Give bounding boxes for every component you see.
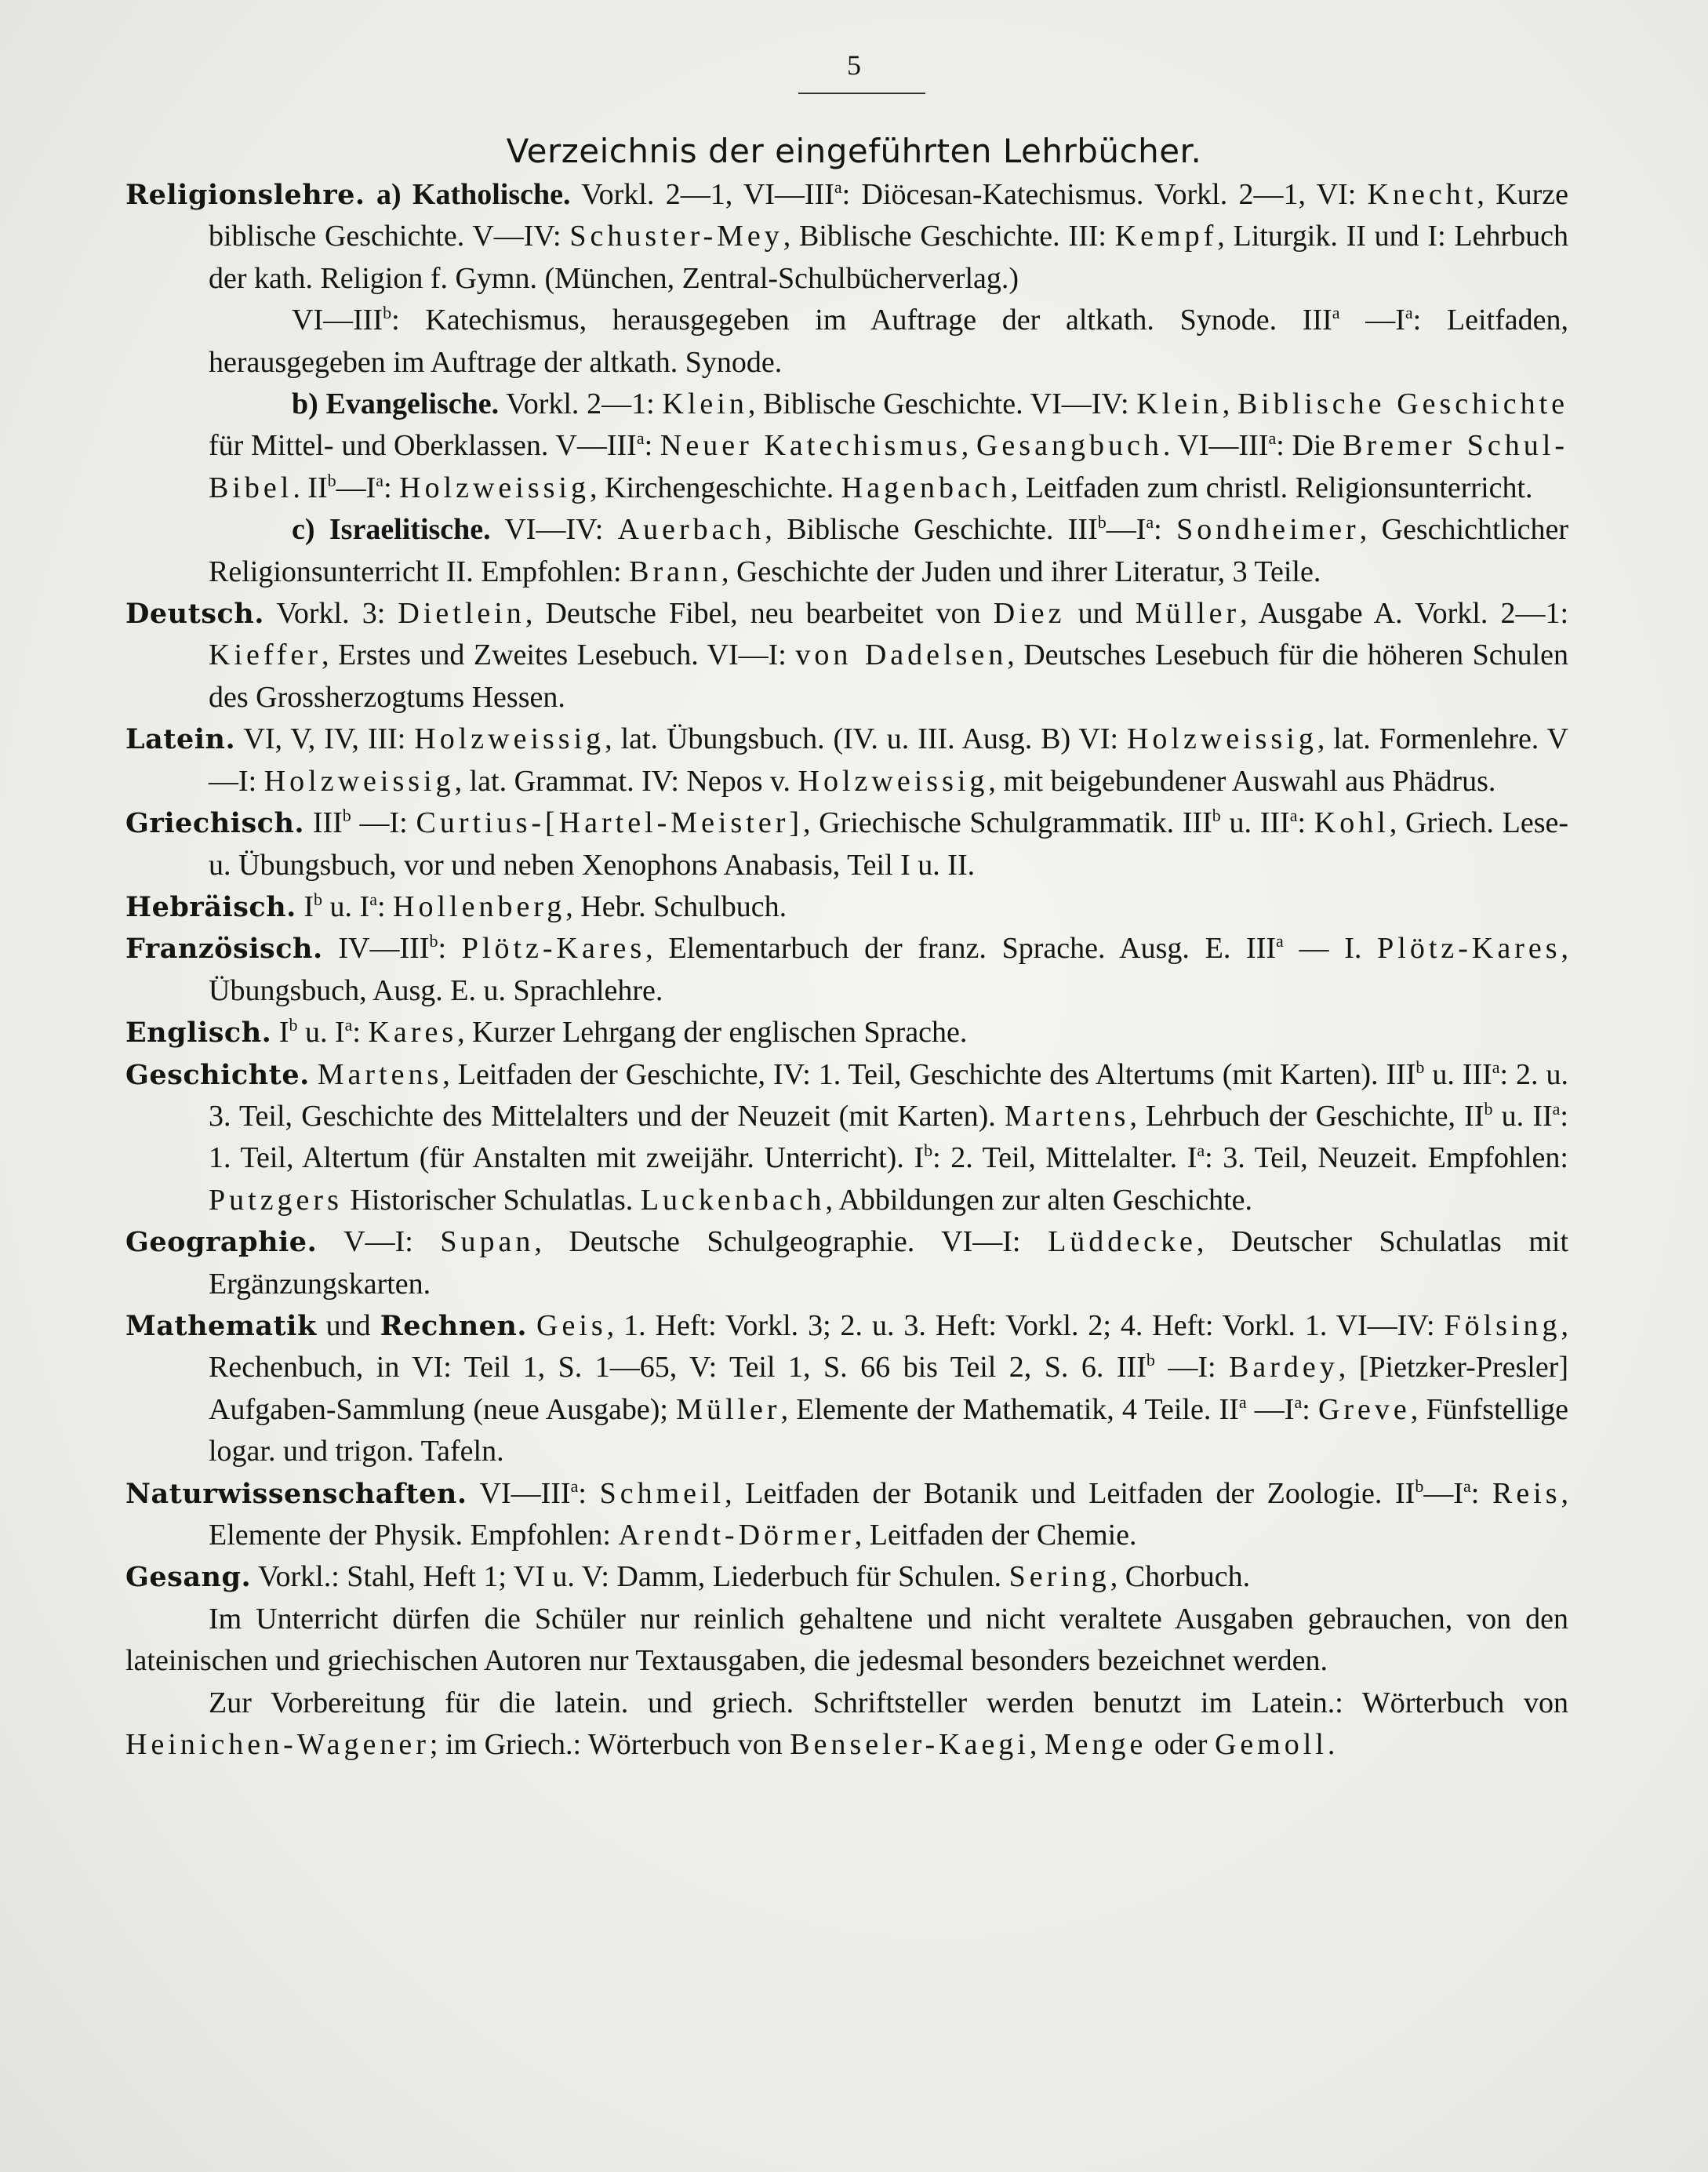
heading-naturwissenschaften: Naturwissenschaften. xyxy=(125,1477,467,1510)
text-run: . II xyxy=(293,471,328,504)
text-run: a xyxy=(376,470,384,490)
text-run: a xyxy=(1238,1392,1247,1412)
text-run: , Griech. Lese- u. Übungsbuch, vor und neben Xenophons Anabasis, Teil I u. II. xyxy=(209,806,1569,882)
text-run: , [Pietzker-Presler] Aufgaben-Sammlung (neue Ausgabe); xyxy=(209,1351,1568,1426)
text-run: , Deutsche Schulgeographie. VI—I: xyxy=(534,1225,1048,1259)
entry-geschichte xyxy=(125,1054,1568,1222)
text-run: Kares xyxy=(368,1016,458,1050)
text-run: : Leitfaden, herausgegeben im Auftrage der altkath. Synode. xyxy=(209,304,1568,379)
text-run: a xyxy=(1294,1392,1303,1412)
text-run: : 2. u. 3. Teil, Geschichte des Mittelalters und der Neuzeit (mit Karten). xyxy=(209,1057,1568,1133)
text-run: Martens xyxy=(1004,1099,1130,1133)
page-title: Verzeichnis der eingeführten Lehrbücher. xyxy=(506,132,1202,170)
text-run: a) Katholische. xyxy=(376,178,571,211)
text-run: b xyxy=(1484,1098,1493,1119)
entry-religion-altkath xyxy=(125,300,1568,384)
text-run: a xyxy=(1405,303,1413,323)
heading-mathematik: Mathematik xyxy=(125,1309,317,1342)
text-run: Kieffer xyxy=(209,639,322,672)
document-body xyxy=(125,174,1568,1766)
text-run: Vorkl. 2—1: xyxy=(499,387,663,421)
text-run: , Kurzer Lehrgang der englischen Sprache. xyxy=(457,1016,968,1050)
text-run: , Lehrbuch der Geschichte, II xyxy=(1129,1099,1485,1133)
text-run: Reis xyxy=(1492,1476,1561,1510)
entry-latein xyxy=(125,719,1568,802)
entry-religion-evangelisch xyxy=(125,384,1568,509)
text-run: b xyxy=(1097,512,1107,533)
text-run: , Geschichtlicher Religionsunterricht II. Empfohlen: xyxy=(209,513,1569,588)
entry-religion-israelitisch xyxy=(125,509,1568,593)
text-run: : 3. Teil, Neuzeit. Empfohlen: xyxy=(1205,1141,1568,1175)
text-run: Zur Vorbereitung für die latein. und griech. Schriftsteller werden benutzt im Latein.: Wörterbuch von xyxy=(209,1686,1568,1719)
text-run: VI—III xyxy=(292,304,383,337)
text-run xyxy=(310,1058,318,1091)
text-run: , Leitfaden der Botanik und Leitfaden der Zoologie. II xyxy=(725,1476,1415,1510)
text-run: : xyxy=(1302,1392,1318,1426)
text-run: , Elemente der Physik. Empfohlen: xyxy=(209,1476,1569,1552)
text-run: Fölsing xyxy=(1444,1308,1561,1342)
text-run: b xyxy=(1415,1057,1425,1077)
text-run: , Biblische Geschichte. III xyxy=(765,513,1098,547)
text-run: V—I: xyxy=(317,1225,441,1259)
text-run: und xyxy=(1065,597,1136,631)
text-run: : xyxy=(1297,806,1314,840)
text-run: Dietlein xyxy=(398,597,525,631)
entry-hebraeisch xyxy=(125,886,1568,928)
text-run: oder xyxy=(1147,1728,1215,1762)
heading-englisch: Englisch. xyxy=(125,1017,272,1050)
text-run: c) Israelitische. xyxy=(292,513,491,547)
text-run: Curtius-[Hartel-Meister] xyxy=(416,806,804,840)
text-run: von Dadelsen xyxy=(795,639,1008,672)
text-run: für Mittel- und Oberklassen. V—III xyxy=(209,429,637,463)
text-run: , Elementarbuch der franz. Sprache. Ausg. E. III xyxy=(645,932,1277,966)
text-run: b) Evangelische. xyxy=(292,387,500,421)
text-run: , Liturgik. II und I: Lehrbuch der kath. Religion f. Gymn. (München, Zentral-Schulbücherverlag.) xyxy=(209,220,1568,295)
text-run: Martens xyxy=(317,1057,443,1091)
text-run: b xyxy=(924,1141,933,1161)
text-run: : Katechismus, herausgegeben im Auftrage der altkath. Synode. III xyxy=(391,304,1332,337)
text-run: , 1. Heft: Vorkl. 3; 2. u. 3. Heft: Vorkl. 2; 4. Heft: Vorkl. 1. VI—IV: xyxy=(606,1308,1445,1342)
heading-rechnen: Rechnen. xyxy=(380,1309,528,1342)
text-run: a xyxy=(369,889,377,909)
text-run: b xyxy=(327,470,336,490)
text-run: I xyxy=(296,890,314,923)
page-number-rule xyxy=(798,93,925,94)
text-run: Bremer Schul-Bibel xyxy=(209,429,1568,504)
heading-gesang: Gesang. xyxy=(125,1561,252,1594)
text-run: Neuer Katechismus xyxy=(660,429,961,463)
text-run: , Übungsbuch, Ausg. E. u. Sprachlehre. xyxy=(209,932,1569,1007)
entry-englisch xyxy=(125,1012,1568,1053)
text-run: Greve xyxy=(1317,1392,1411,1426)
text-run: Luckenbach xyxy=(640,1183,826,1217)
text-run: , mit beigebundener Auswahl aus Phädrus. xyxy=(988,764,1496,798)
note-paragraph-1: Im Unterricht dürfen die Schüler nur reinlich gehaltene und nicht veraltete Ausgaben gebrauchen, von den lateinischen und griechischen Autoren nur Textausgaben, die jedesmal besonders bezeichnet werden. xyxy=(125,1602,1568,1678)
text-run: : 1. Teil, Altertum (für Anstalten mit zweijähr. Unterricht). I xyxy=(209,1099,1568,1175)
text-run: , xyxy=(1029,1728,1045,1762)
text-run: , Fünfstellige logar. und trigon. Tafeln. xyxy=(209,1392,1569,1468)
text-run: III xyxy=(304,806,343,840)
text-run: a xyxy=(1552,1098,1561,1119)
text-run: , Chorbuch. xyxy=(1110,1560,1251,1594)
text-run: —I xyxy=(1339,304,1405,337)
text-run: , lat. Übungsbuch. (IV. u. III. Ausg. B) VI: xyxy=(605,722,1127,756)
text-run: Gemoll xyxy=(1214,1728,1328,1762)
text-run: —I xyxy=(1246,1392,1295,1426)
text-run: , Rechenbuch, in VI: Teil 1, S. 1—65, V: Teil 1, S. 66 bis Teil 2, S. 6. III xyxy=(209,1308,1568,1384)
text-run: a xyxy=(1289,806,1298,826)
text-run: b xyxy=(1212,806,1221,826)
text-run: Heinichen-Wagener xyxy=(125,1728,430,1762)
text-run: , Deutsches Lesebuch für die höheren Schulen des Grossherzogtums Hessen. xyxy=(209,639,1568,714)
text-run: Plötz-Kares xyxy=(1377,932,1561,966)
entry-griechisch xyxy=(125,802,1568,886)
text-run: a xyxy=(1463,1475,1471,1496)
text-run: , Leitfaden der Chemie. xyxy=(854,1519,1137,1552)
text-run: : Die xyxy=(1276,429,1343,463)
text-run: und xyxy=(316,1308,380,1342)
text-run: VI—III xyxy=(467,1476,571,1510)
text-run: , Abbildungen zur alten Geschichte. xyxy=(825,1183,1253,1217)
text-run: a xyxy=(1492,1057,1500,1077)
text-run: Geis xyxy=(536,1308,607,1342)
text-run: : xyxy=(1154,513,1177,547)
text-run: , Biblische Geschichte. VI—IV: xyxy=(747,387,1137,421)
text-run: Arendt-Dörmer xyxy=(618,1519,855,1552)
text-run: a xyxy=(1268,428,1277,449)
text-run: u. III xyxy=(1220,806,1290,840)
entry-deutsch xyxy=(125,593,1568,719)
text-run: Schuster-Mey xyxy=(569,220,783,253)
text-run: u. I xyxy=(297,1016,345,1050)
text-run: . VI—III xyxy=(1162,429,1269,463)
text-run: Holzweissig xyxy=(399,471,590,504)
text-run: , Erstes und Zweites Lesebuch. VI—I: xyxy=(322,639,796,672)
text-run: . xyxy=(1327,1728,1336,1762)
text-run: —I xyxy=(1423,1476,1463,1510)
text-run: , Deutsche Fibel, neu bearbeitet von xyxy=(525,597,994,631)
text-run: , Biblische Geschichte. III: xyxy=(783,220,1115,253)
text-run: : xyxy=(438,932,462,966)
note-paragraph-2 xyxy=(125,1683,1568,1766)
text-run: Holzweissig xyxy=(1126,722,1317,756)
text-run: ; im Griech.: Wörterbuch von xyxy=(429,1728,790,1762)
text-run: Auerbach xyxy=(617,513,765,547)
text-run: Klein xyxy=(662,387,748,421)
text-run: a xyxy=(344,1015,353,1035)
entry-mathematik xyxy=(125,1305,1568,1473)
heading-religion: Religionslehre. xyxy=(125,179,365,211)
heading-franzoesisch: Französisch. xyxy=(125,933,323,966)
entry-gesang xyxy=(125,1556,1568,1598)
heading-griechisch: Griechisch. xyxy=(125,807,305,840)
text-run: : xyxy=(578,1476,600,1510)
text-run: a xyxy=(636,428,645,449)
text-run: u. II xyxy=(1492,1099,1553,1133)
heading-geographie: Geographie. xyxy=(125,1226,318,1259)
entry-geographie xyxy=(125,1221,1568,1305)
text-run: , Leitfaden zum christl. Religionsunterricht. xyxy=(1010,471,1533,504)
text-run: , xyxy=(961,429,976,463)
text-run: Menge xyxy=(1044,1728,1147,1762)
heading-geschichte: Geschichte. xyxy=(125,1058,310,1091)
heading-latein: Latein. xyxy=(125,723,236,756)
text-run: Gesangbuch xyxy=(976,429,1163,463)
text-run: , lat. Formenlehre. V—I: xyxy=(209,722,1568,798)
text-run: Lüddecke xyxy=(1048,1225,1197,1259)
text-run: Vorkl.: Stahl, Heft 1; VI u. V: Damm, Liederbuch für Schulen. xyxy=(251,1560,1009,1594)
text-run: : xyxy=(1470,1476,1492,1510)
text-run: b xyxy=(1415,1475,1424,1496)
text-run: , xyxy=(1222,387,1237,421)
text-run: b xyxy=(289,1015,298,1035)
text-run: Hollenberg xyxy=(393,890,566,923)
text-run: IV—III xyxy=(322,932,430,966)
entry-naturwissenschaften xyxy=(125,1473,1568,1557)
text-run: , Deutscher Schulatlas mit Ergänzungskarten. xyxy=(209,1225,1568,1301)
text-run: , Hebr. Schulbuch. xyxy=(565,890,787,923)
text-run: : xyxy=(383,471,400,504)
text-run: a xyxy=(834,177,842,197)
text-run: b xyxy=(1146,1350,1155,1370)
text-run: a xyxy=(1332,303,1340,323)
text-run: Putzgers xyxy=(209,1183,343,1217)
heading-deutsch: Deutsch. xyxy=(125,598,264,631)
text-run: a xyxy=(1276,931,1284,951)
text-run: Sondheimer xyxy=(1176,513,1360,547)
text-run: , Kirchengeschichte. xyxy=(590,471,841,504)
text-run: Vorkl. 3: xyxy=(263,597,398,631)
text-run: b xyxy=(429,931,438,951)
text-run: u. I xyxy=(322,890,370,923)
text-run: : Diöcesan-Katechismus. Vorkl. 2—1, VI: xyxy=(841,178,1368,211)
text-run: Müller xyxy=(676,1392,781,1426)
text-run: , Geschichte der Juden und ihrer Literatur, 3 Teile. xyxy=(721,555,1321,588)
text-run: Brann xyxy=(629,555,721,588)
text-run xyxy=(527,1309,536,1342)
text-run: Kohl xyxy=(1314,806,1390,840)
text-run: Kempf xyxy=(1114,220,1218,253)
text-run: Plötz-Kares xyxy=(461,932,646,966)
text-run: b xyxy=(342,806,351,826)
text-run: Holzweissig xyxy=(414,722,605,756)
page-number: 5 xyxy=(847,49,861,81)
text-run: , lat. Grammat. IV: Nepos v. xyxy=(454,764,798,798)
text-run: Klein xyxy=(1136,387,1223,421)
text-run: a xyxy=(1197,1141,1205,1161)
entry-franzoesisch xyxy=(125,928,1568,1012)
text-run: Historischer Schulatlas. xyxy=(342,1183,641,1217)
text-run: : xyxy=(352,1016,369,1050)
text-run: Müller xyxy=(1135,597,1241,631)
text-run: Hagenbach xyxy=(841,471,1011,504)
text-run: Knecht xyxy=(1367,178,1477,211)
text-run: Supan xyxy=(440,1225,535,1259)
text-run: , Griechische Schulgrammatik. III xyxy=(803,806,1212,840)
text-run: Benseler-Kaegi xyxy=(790,1728,1030,1762)
text-run: Holzweissig xyxy=(263,764,455,798)
text-run: , Kurze biblische Geschichte. V—IV: xyxy=(209,178,1568,253)
text-run: u. III xyxy=(1424,1057,1492,1091)
text-run: —I xyxy=(336,471,376,504)
text-run: , Leitfaden der Geschichte, IV: 1. Teil, Geschichte des Altertums (mit Karten). III xyxy=(442,1057,1416,1091)
text-run: —I: xyxy=(351,806,416,840)
text-run: — I. xyxy=(1283,932,1378,966)
text-run: , Ausgabe A. Vorkl. 2—1: xyxy=(1240,597,1568,631)
text-run: Holzweissig xyxy=(798,764,989,798)
text-run: I xyxy=(271,1016,289,1050)
text-run: : xyxy=(644,429,660,463)
text-run: Biblische Geschichte xyxy=(1237,387,1568,421)
text-run: a xyxy=(1146,512,1154,533)
text-run: Schmeil xyxy=(599,1476,725,1510)
entry-religion xyxy=(125,174,1568,300)
text-run: Vorkl. 2—1, VI—III xyxy=(570,178,834,211)
text-run: b xyxy=(314,889,323,909)
text-run: : 2. Teil, Mittelalter. I xyxy=(932,1141,1197,1175)
text-run: —I xyxy=(1106,513,1147,547)
text-run: , Elemente der Mathematik, 4 Teile. II xyxy=(780,1392,1239,1426)
text-run: : xyxy=(376,890,394,923)
text-run: a xyxy=(570,1475,579,1496)
text-run: Bardey xyxy=(1229,1351,1339,1384)
heading-hebraeisch: Hebräisch. xyxy=(125,890,296,923)
text-run: Sering xyxy=(1008,1560,1110,1594)
text-run: b xyxy=(383,303,392,323)
text-run: —I: xyxy=(1154,1351,1230,1384)
text-run: VI—IV: xyxy=(490,513,618,547)
text-run: Diez xyxy=(993,597,1066,631)
text-run: VI, V, IV, III: xyxy=(235,722,415,756)
